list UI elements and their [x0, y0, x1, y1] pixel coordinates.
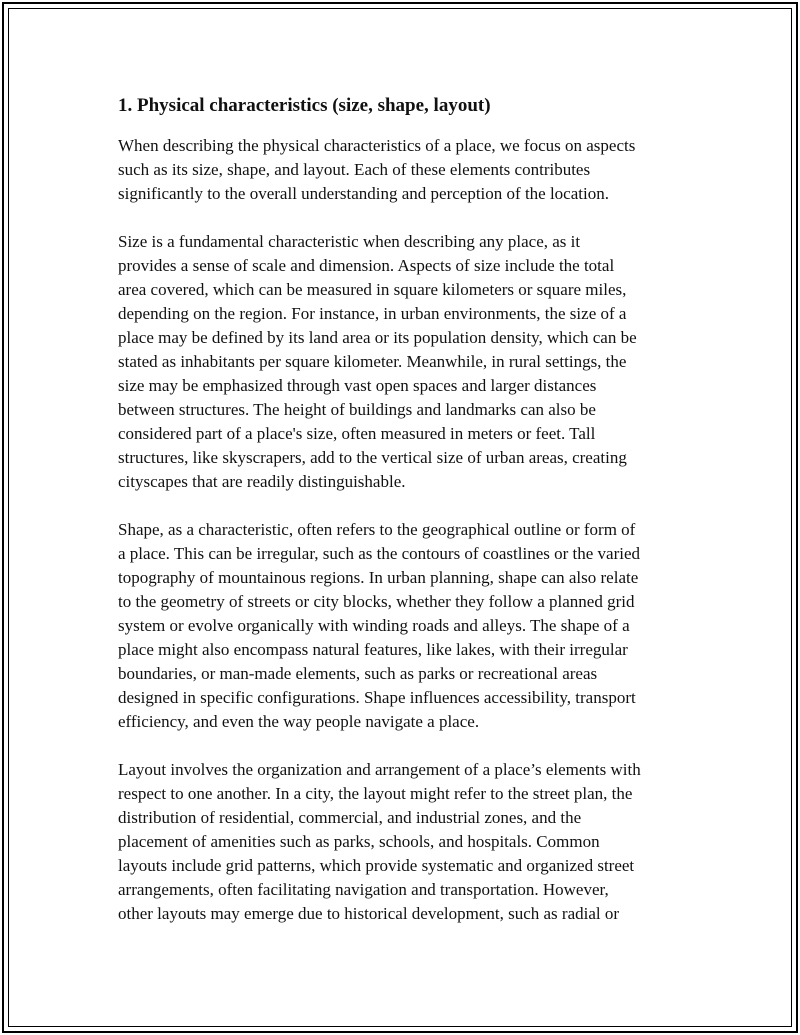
paragraph-line: structures, like skyscrapers, add to the vertical size of urban areas, creating	[118, 448, 627, 467]
paragraph-line: provides a sense of scale and dimension. Aspects of size include the total	[118, 256, 615, 275]
paragraph-line: Shape, as a characteristic, often refers to the geographical outline or form of	[118, 520, 636, 539]
paragraph-line: to the geometry of streets or city blocks, whether they follow a planned grid	[118, 592, 635, 611]
paragraph-line: Layout involves the organization and arrangement of a place’s elements with	[118, 760, 641, 779]
paragraph-line: layouts include grid patterns, which provide systematic and organized street	[118, 856, 635, 875]
paragraph-line: topography of mountainous regions. In urban planning, shape can also relate	[118, 568, 639, 587]
paragraph-line: Size is a fundamental characteristic when describing any place, as it	[118, 232, 581, 251]
paragraph-line: stated as inhabitants per square kilometer. Meanwhile, in rural settings, the	[118, 352, 627, 371]
paragraph-line: system or evolve organically with winding roads and alleys. The shape of a	[118, 616, 630, 635]
paragraph-line: place may be defined by its land area or its population density, which can be	[118, 328, 637, 347]
paragraph-line: such as its size, shape, and layout. Each of these elements contributes	[118, 160, 591, 179]
section-heading: 1. Physical characteristics (size, shape, layout)	[118, 95, 491, 116]
paragraph-line: boundaries, or man-made elements, such as parks or recreational areas	[118, 664, 598, 683]
paragraph-line: other layouts may emerge due to historical development, such as radial or	[118, 904, 620, 923]
paragraph-line: When describing the physical characteristics of a place, we focus on aspects	[118, 136, 636, 155]
paragraph-size	[118, 230, 698, 494]
paragraph-line: cityscapes that are readily distinguishable.	[118, 472, 406, 491]
paragraph-line: considered part of a place's size, often measured in meters or feet. Tall	[118, 424, 596, 443]
paragraph-line: depending on the region. For instance, in urban environments, the size of a	[118, 304, 627, 323]
paragraph-line: a place. This can be irregular, such as the contours of coastlines or the varied	[118, 544, 641, 563]
paragraph-line: size may be emphasized through vast open spaces and larger distances	[118, 376, 597, 395]
paragraph-line: significantly to the overall understanding and perception of the location.	[118, 184, 609, 203]
paragraph-line: distribution of residential, commercial, and industrial zones, and the	[118, 808, 582, 827]
paragraph-intro	[118, 134, 698, 206]
paragraph-line: arrangements, often facilitating navigation and transportation. However,	[118, 880, 609, 899]
paragraph-line: area covered, which can be measured in square kilometers or square miles,	[118, 280, 627, 299]
paragraph-line: respect to one another. In a city, the layout might refer to the street plan, the	[118, 784, 633, 803]
paragraph-line: placement of amenities such as parks, schools, and hospitals. Common	[118, 832, 600, 851]
paragraph-line: efficiency, and even the way people navigate a place.	[118, 712, 480, 731]
document-content	[118, 94, 698, 950]
paragraph-shape	[118, 518, 698, 734]
paragraph-line: between structures. The height of buildings and landmarks can also be	[118, 400, 596, 419]
paragraph-line: place might also encompass natural features, like lakes, with their irregular	[118, 640, 628, 659]
paragraph-layout	[118, 758, 698, 926]
paragraph-line: designed in specific configurations. Shape influences accessibility, transport	[118, 688, 636, 707]
